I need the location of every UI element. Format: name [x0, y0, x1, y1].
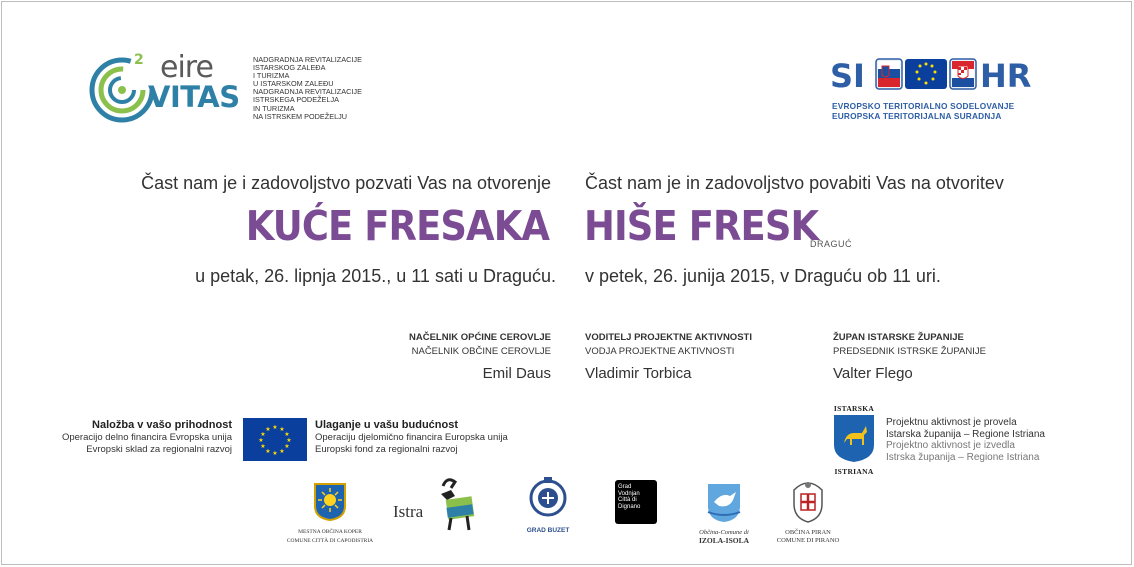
eu-funding-line: Evropski sklad za regionalni razvoj: [86, 444, 232, 455]
eire-si-line: NA ISTRSKEM PODEŽELJU: [253, 111, 348, 121]
eu-funding-line: Operacijo delno financira Evropska unija: [61, 432, 232, 443]
vitas-wordmark: VITAS: [148, 80, 240, 114]
sihr-hr-text: HR: [980, 57, 1032, 93]
sihr-si-text: SI: [830, 57, 865, 93]
eu-funding-line: Europski fond za regionalni razvoj: [315, 444, 458, 455]
svg-text:★: ★: [279, 448, 285, 455]
eirevitas-superscript: 2: [134, 52, 144, 68]
svg-text:★: ★: [260, 443, 266, 450]
signatory-county-prefect: [833, 331, 986, 381]
istra-tourism-logo: [393, 476, 483, 532]
vodnjan-caption: Vodnjan: [618, 490, 640, 497]
svg-text:★: ★: [258, 437, 264, 444]
koper-municipality-logo: [282, 482, 378, 544]
izola-municipality-logo: [695, 482, 753, 545]
intro-slovenian: Čast nam je in zadovoljstvo povabiti Vas na otvoritev: [585, 173, 1004, 193]
svg-text:★: ★: [284, 431, 290, 438]
buzet-town-logo: [520, 476, 576, 535]
eire-hr-line: U ISTARSKOM ZALEĐU: [253, 79, 334, 89]
eire-hr-line: NADGRADNJA REVITALIZACIJE: [253, 55, 362, 64]
sihr-caption: [832, 101, 1052, 121]
istria-implementer-text: [886, 417, 1045, 463]
signatory-mayor-cerovlje: [409, 331, 551, 381]
eu-funding-slovenian: [62, 418, 232, 456]
signatory-title-hr: ŽUPAN ISTARSKE ŽUPANIJE: [833, 332, 964, 343]
eu-funding-croatian: [315, 418, 508, 456]
svg-text:★: ★: [286, 437, 292, 444]
event-title-croatian: KUĆE FRESAKA: [245, 202, 549, 250]
svg-text:★: ★: [272, 424, 278, 431]
sihr-caption-line2: EUROPSKA TERITORIJALNA SURADNJA: [832, 111, 1002, 121]
svg-text:★: ★: [272, 450, 278, 457]
signatory-name: Valter Flego: [833, 365, 913, 382]
svg-text:★: ★: [265, 426, 271, 433]
eirevitas-description: [253, 56, 363, 121]
eu-funding-title: Naložba v vašo prihodnost: [92, 419, 232, 431]
crest-top-text: ISTARSKA: [833, 404, 875, 413]
signatory-project-lead: [585, 331, 752, 381]
izola-caption: IZOLA-ISOLA: [698, 536, 749, 545]
vodnjan-caption: Città di: [618, 497, 637, 503]
svg-text:★: ★: [265, 448, 271, 455]
buzet-caption: GRAD BUZET: [526, 527, 570, 534]
istria-si-line: Projektno aktivnost je izvedla: [886, 440, 1015, 451]
istria-hr-line: Projektnu aktivnost je provela: [886, 417, 1017, 428]
piran-municipality-logo: [773, 480, 843, 545]
izola-caption: Občina-Comune di: [699, 529, 749, 536]
date-croatian: u petak, 26. lipnja 2015., u 11 sati u Draguću.: [195, 266, 556, 286]
sihr-caption-line1: EVROPSKO TERITORIALNO SODELOVANJE: [832, 101, 1015, 111]
signatory-title-si: VODJA PROJEKTNE AKTIVNOSTI: [585, 346, 735, 357]
signatory-name: Vladimir Torbica: [585, 365, 692, 382]
eire-hr-line: I TURIZMA: [253, 71, 290, 81]
istria-county-crest: [832, 404, 876, 476]
izola-dove-icon: [706, 482, 742, 524]
svg-text:★: ★: [279, 426, 285, 433]
signatory-title-si: PREDSEDNIK ISTRSKE ŽUPANIJE: [833, 346, 986, 357]
signatory-name: Emil Daus: [482, 365, 551, 382]
istra-goat-icon: [433, 476, 481, 532]
koper-caption: MESTNA OBČINA KOPER: [298, 529, 362, 535]
buzet-crest-icon: [528, 476, 568, 522]
eire-hr-line: ISTARSKOG ZALEĐA: [253, 63, 326, 73]
piran-caption: COMUNE DI PIRANO: [776, 537, 840, 544]
eire-si-line: IN TURIZMA: [253, 103, 295, 113]
istra-wordmark: Istra: [393, 502, 424, 521]
si-hr-programme-logo: [830, 57, 1050, 93]
signatory-title-hr: NAČELNIK OPĆINE CEROVLJE: [409, 332, 551, 343]
eire-si-line: NADGRADNJA REVITALIZACIJE: [253, 87, 362, 97]
event-place: DRAGUĆ: [810, 239, 853, 249]
goat-crest-icon: [832, 413, 876, 463]
vodnjan-caption: Grad: [618, 484, 632, 490]
istria-hr-line: Istarska županija – Regione Istriana: [886, 428, 1045, 440]
koper-sun-icon: [313, 482, 347, 522]
signatory-title-si: NAČELNIK OBČINE CEROVLJE: [411, 346, 551, 357]
event-title-slovenian: HIŠE FRESK: [584, 202, 819, 250]
eu-funding-line: Operaciju djelomično financira Europska unija: [315, 432, 508, 443]
svg-text:★: ★: [284, 443, 290, 450]
vodnjan-town-logo: [615, 480, 657, 524]
koper-caption: COMUNE CITTÀ DI CAPODISTRIA: [286, 537, 374, 544]
date-slovenian: v petek, 26. junija 2015, v Draguću ob 11 uri.: [585, 266, 941, 286]
eu-flag-icon: [243, 418, 307, 461]
piran-caption: OBČINA PIRAN: [785, 529, 831, 536]
eire-wordmark: eire: [160, 50, 213, 85]
crest-bottom-text: ISTRIANA: [834, 467, 874, 476]
eu-funding-title: Ulaganje u vašu budućnost: [315, 419, 459, 431]
piran-crest-icon: [788, 480, 828, 524]
istria-si-line: Istrska županija – Regione Istriana: [886, 451, 1040, 463]
signatory-title-hr: VODITELJ PROJEKTNE AKTIVNOSTI: [585, 332, 752, 343]
svg-text:★: ★: [260, 431, 266, 438]
vodnjan-caption: Dignano: [618, 503, 641, 510]
intro-croatian: Čast nam je i zadovoljstvo pozvati Vas na otvorenje: [141, 173, 551, 193]
eire-si-line: ISTRSKEGA PODEŽELJA: [253, 95, 339, 105]
